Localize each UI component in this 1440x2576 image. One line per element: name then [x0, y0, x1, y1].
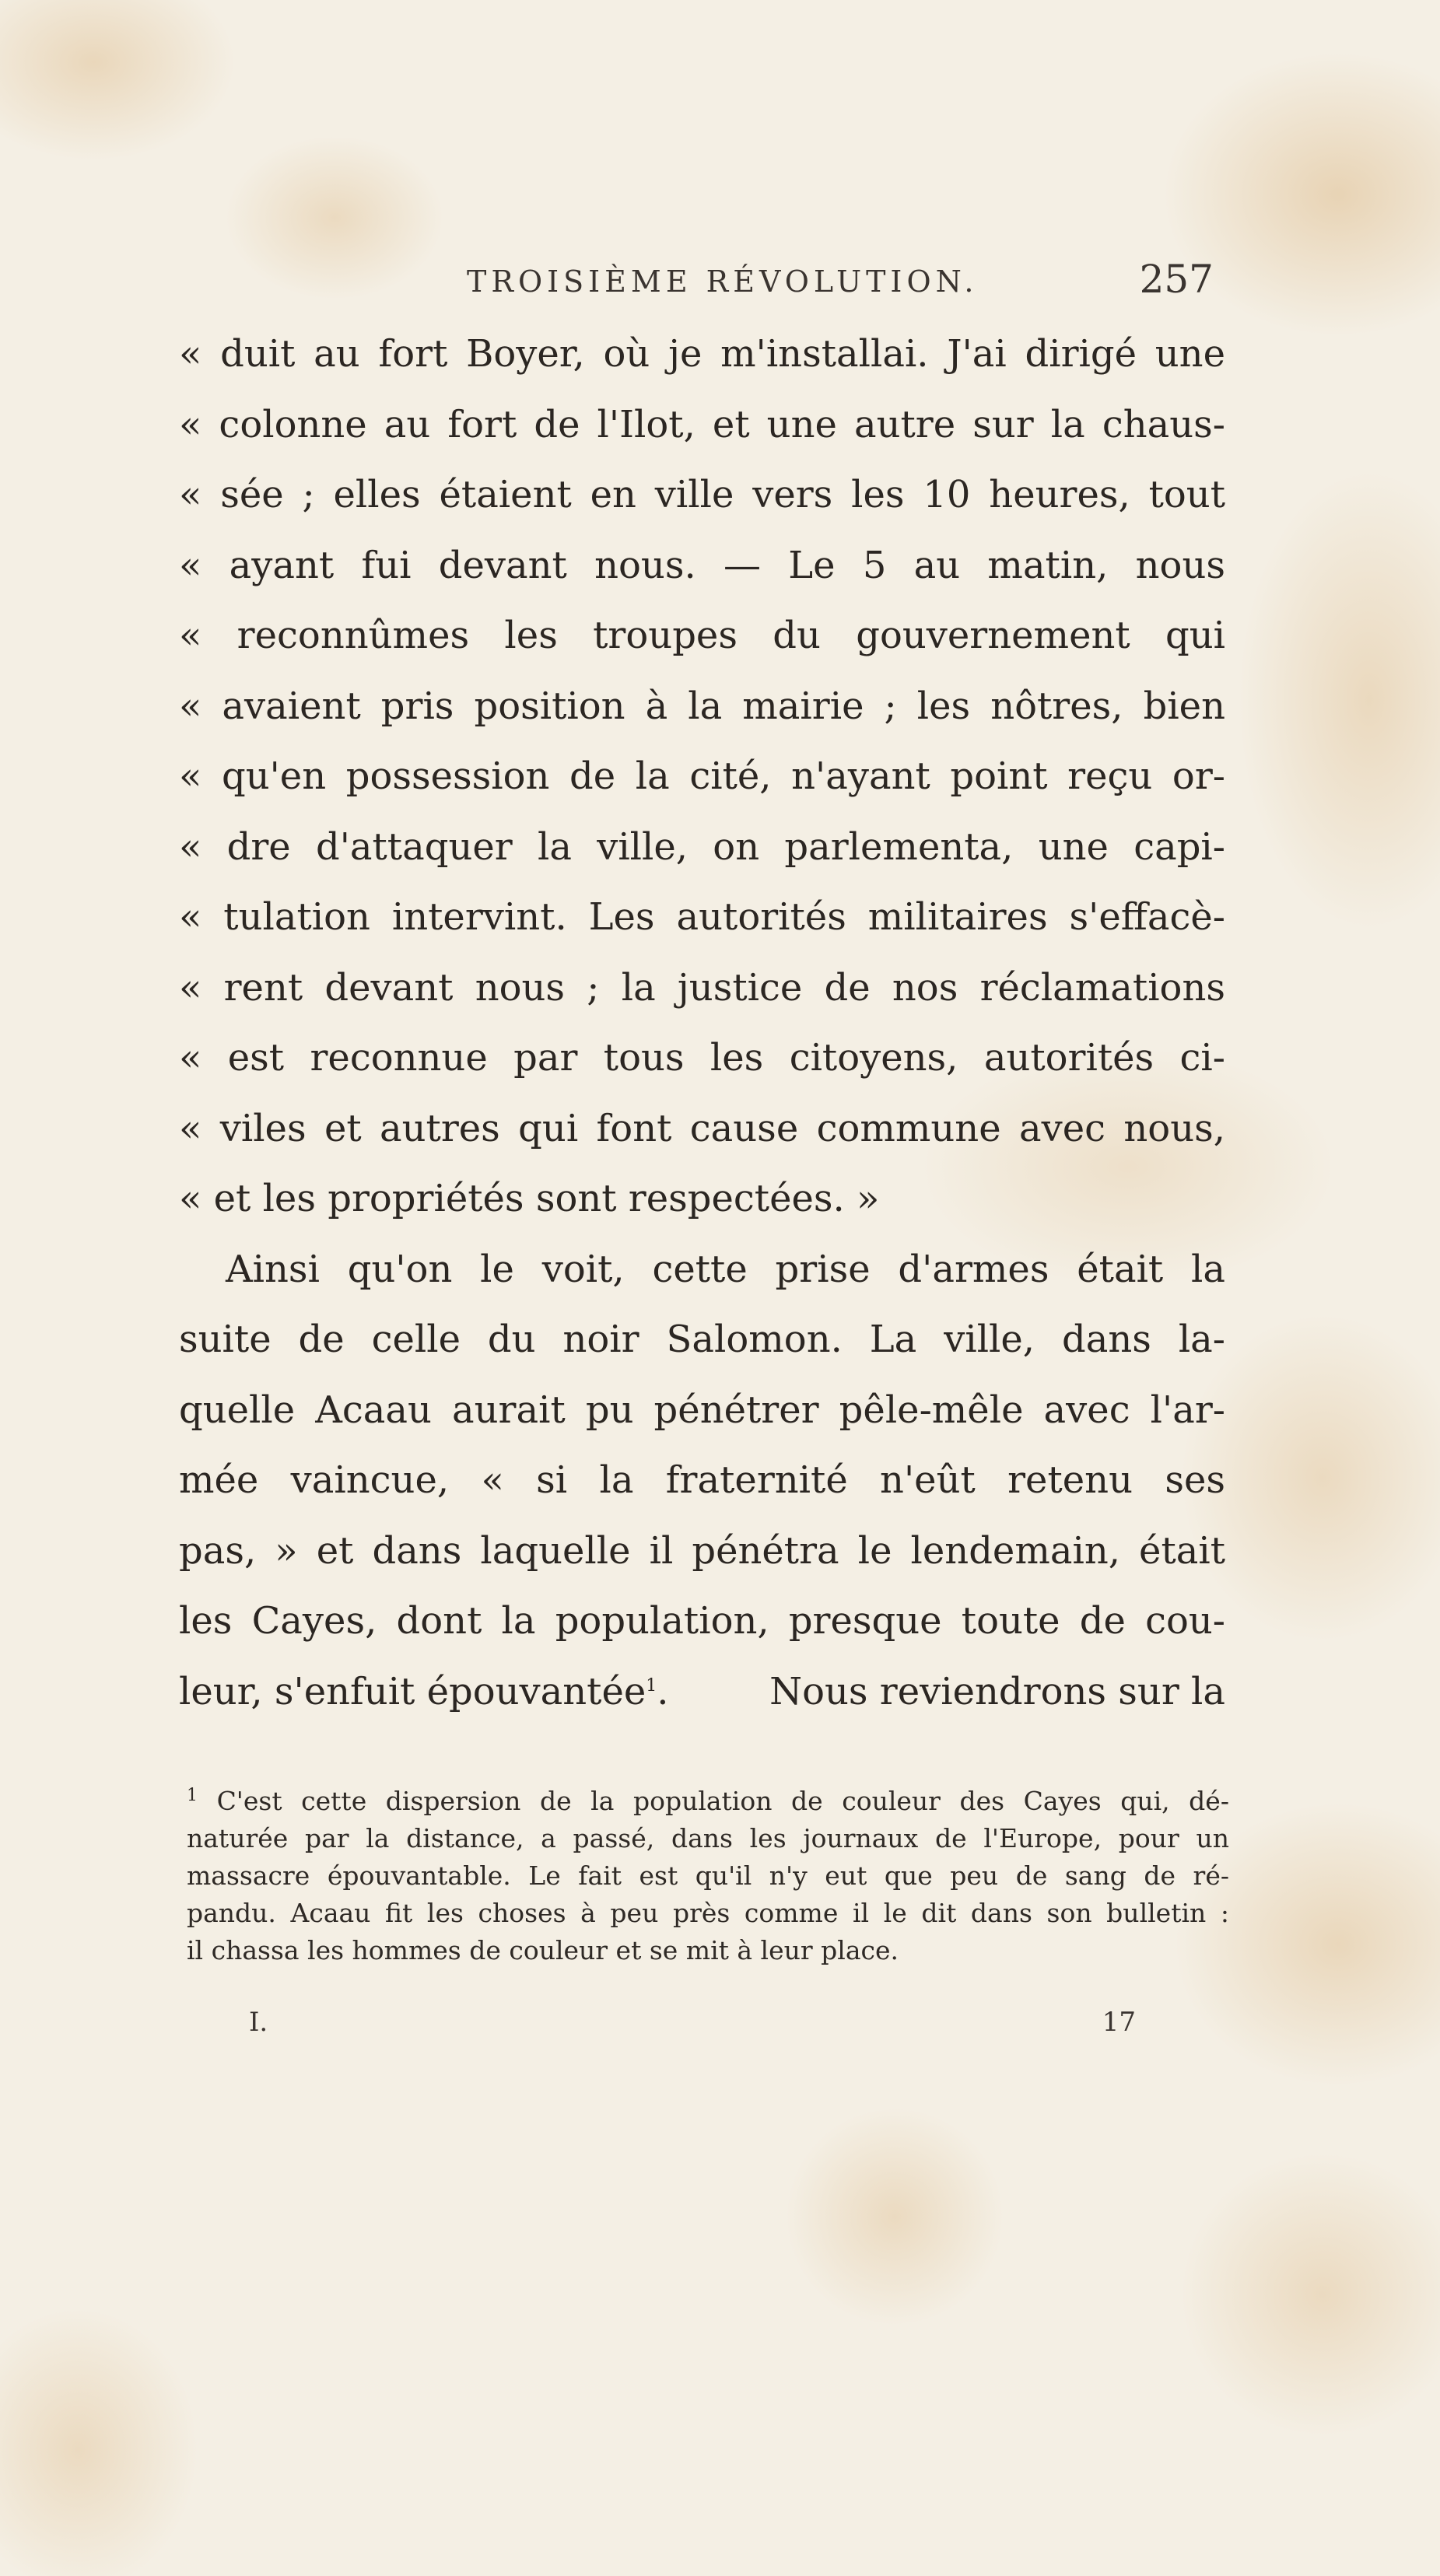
footnote-line: naturée par la distance, a passé, dans les journaux de l'Europe, pour un	[187, 1823, 1229, 1853]
text-line: pas, » et dans laquelle il pénétra le lendemain, était	[179, 1528, 1225, 1573]
volume-mark: I.	[249, 2007, 268, 2038]
text-line: « est reconnue par tous les citoyens, autorités ci-	[179, 1036, 1225, 1080]
paragraph-first-line: Ainsi qu'on le voit, cette prise d'armes était la	[226, 1247, 1225, 1291]
text-line: « tulation intervint. Les autorités militaires s'effacè-	[179, 895, 1225, 939]
footnote-line: il chassa les hommes de couleur et se mit à leur place.	[187, 1935, 899, 1965]
text-line: « duit au fort Boyer, où je m'installai. J'ai dirigé une	[179, 332, 1225, 376]
running-header	[179, 257, 1214, 311]
footnote	[187, 1783, 1229, 1969]
footnote-text: C'est cette dispersion de la population de couleur des Cayes qui, dé-	[216, 1786, 1229, 1816]
running-title: TROISIÈME RÉVOLUTION.	[467, 264, 979, 299]
text-line: « colonne au fort de l'Ilot, et une autre sur la chaus-	[179, 402, 1225, 446]
text-line: « rent devant nous ; la justice de nos réclamations	[179, 965, 1225, 1010]
page-number: 257	[1139, 257, 1214, 302]
text-line-with-note	[179, 1657, 1225, 1727]
page-footer	[249, 2007, 1136, 2046]
text-line: « et les propriétés sont respectées. »	[179, 1177, 880, 1220]
text-fragment: Nous reviendrons sur la	[769, 1669, 1225, 1713]
text-line-part: leur, s'enfuit épouvantée$^1$.	[179, 1669, 669, 1713]
text-line: « qu'en possession de la cité, n'ayant point reçu or-	[179, 754, 1225, 798]
text-line: « avaient pris position à la mairie ; les nôtres, bien	[179, 684, 1225, 728]
text-line: « ayant fui devant nous. — Le 5 au matin, nous	[179, 543, 1225, 587]
text-line: « viles et autres qui font cause commune avec nous,	[179, 1106, 1225, 1150]
text-line: mée vaincue, « si la fraternité n'eût retenu ses	[179, 1458, 1225, 1502]
text-line: suite de celle du noir Salomon. La ville, dans la-	[179, 1318, 1225, 1361]
text-line: « sée ; elles étaient en ville vers les 10 heures, tout	[179, 473, 1225, 516]
text-line: quelle Acaau aurait pu pénétrer pêle-mêle avec l'ar-	[179, 1388, 1225, 1432]
signature-mark: 17	[1102, 2007, 1136, 2038]
text-line: « dre d'attaquer la ville, on parlementa, une capi-	[179, 824, 1225, 869]
text-line: les Cayes, dont la population, presque toute de cou-	[179, 1599, 1225, 1643]
footnote-marker: 1	[187, 1786, 198, 1805]
footnote-line	[187, 1783, 1229, 1820]
footnote-line: massacre épouvantable. Le fait est qu'il n'y eut que peu de sang de ré-	[187, 1860, 1229, 1891]
footnote-reference: 1	[646, 1675, 657, 1696]
text-line: « reconnûmes les troupes du gouvernement qui	[179, 614, 1225, 657]
text-fragment: leur, s'enfuit épouvantée	[179, 1669, 646, 1713]
main-text	[179, 319, 1225, 1727]
footnote-line: pandu. Acaau fit les choses à peu près comme il le dit dans son bulletin :	[187, 1898, 1229, 1928]
